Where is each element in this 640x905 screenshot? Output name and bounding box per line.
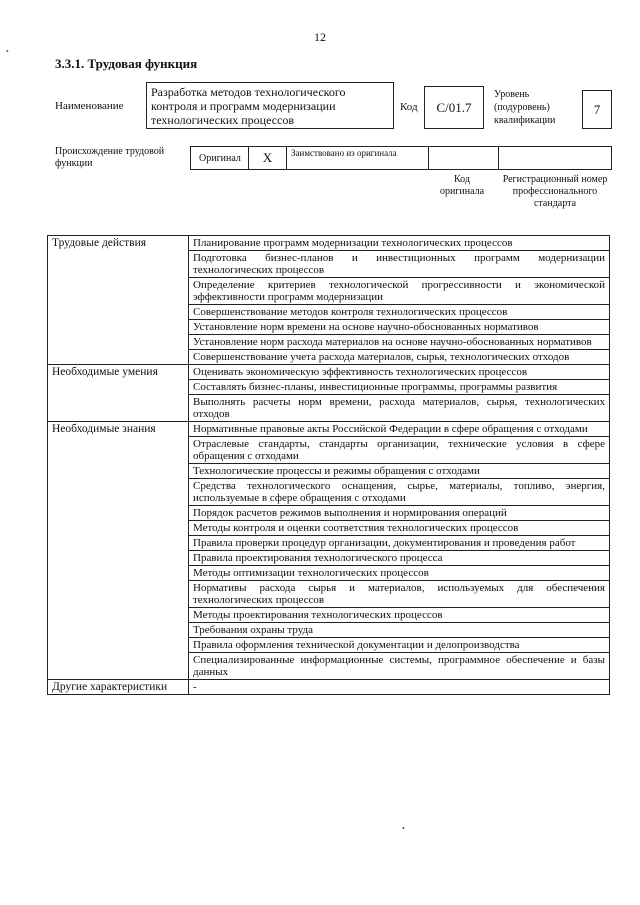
item-cell: Подготовка бизнес-планов и инвестиционных программ модернизации технологических процессов [189, 251, 610, 278]
item-cell: Оценивать экономическую эффективность технологических процессов [189, 365, 610, 380]
page-number: 12 [314, 30, 326, 44]
item-cell: Правила проектирования технологического процесса [189, 551, 610, 566]
category-cell: Другие характеристики [48, 680, 189, 695]
code-box: C/01.7 [424, 86, 484, 129]
function-name-box: Разработка методов технологического контроля и программ модернизации технологических процессов [146, 82, 394, 129]
category-cell: Трудовые действия [48, 236, 189, 365]
level-box: 7 [582, 90, 612, 129]
item-cell: Установление норм времени на основе научно-обоснованных нормативов [189, 320, 610, 335]
origin-original-cell: Оригинал [191, 147, 249, 169]
item-cell: Планирование программ модернизации технологических процессов [189, 236, 610, 251]
item-cell: Методы проектирования технологических процессов [189, 608, 610, 623]
table-row [48, 236, 610, 251]
table-row [48, 680, 610, 695]
item-cell: Средства технологического оснащения, сырье, материалы, топливо, энергия, используемые в сфере обращения с отходами [189, 479, 610, 506]
item-cell: Выполнять расчеты норм времени, расхода материалов, сырья, технологических отходов [189, 395, 610, 422]
item-cell: Методы контроля и оценки соответствия технологических процессов [189, 521, 610, 536]
table-row [48, 365, 610, 380]
origin-label: Происхождение трудовой функции [55, 146, 165, 169]
item-cell: Методы оптимизации технологических процессов [189, 566, 610, 581]
reg-number-caption: Регистрационный номер профессионального стандарта [502, 174, 608, 209]
category-cell: Необходимые умения [48, 365, 189, 422]
item-cell: Правила проверки процедур организации, документирования и проведения работ [189, 536, 610, 551]
scan-mark: • [6, 47, 9, 56]
item-cell: Отраслевые стандарты, стандарты организации, технические условия в сфере обращения с отходами [189, 437, 610, 464]
origin-borrowed-cell: Заимствовано из оригинала [287, 147, 429, 169]
item-cell: Технологические процессы и режимы обращения с отходами [189, 464, 610, 479]
category-cell: Необходимые знания [48, 422, 189, 680]
name-label: Наименование [55, 100, 124, 112]
function-table [47, 235, 610, 695]
item-cell: Составлять бизнес-планы, инвестиционные программы, программы развития [189, 380, 610, 395]
origin-reg-cell [499, 147, 611, 169]
code-label: Код [400, 101, 418, 113]
item-cell: Нормативные правовые акты Российской Федерации в сфере обращения с отходами [189, 422, 610, 437]
item-cell: Определение критериев технологической прогрессивности и экономической эффективности программ модернизации [189, 278, 610, 305]
item-cell: Совершенствование учета расхода материалов, сырья, технологических отходов [189, 350, 610, 365]
item-cell: - [189, 680, 610, 695]
origin-row [190, 146, 612, 170]
code-original-caption: Код оригинала [439, 174, 485, 197]
item-cell: Нормативы расхода сырья и материалов, используемых для обеспечения технологических процессов [189, 581, 610, 608]
section-title: 3.3.1. Трудовая функция [55, 56, 198, 71]
table-row [48, 422, 610, 437]
item-cell: Совершенствование методов контроля технологических процессов [189, 305, 610, 320]
level-label: Уровень (подуровень) квалификации [494, 89, 556, 126]
origin-code-cell [429, 147, 499, 169]
scan-mark: • [402, 824, 405, 833]
item-cell: Установление норм расхода материалов на основе научно-обоснованных нормативов [189, 335, 610, 350]
origin-mark-cell: X [249, 147, 287, 169]
item-cell: Правила оформления технической документации и делопроизводства [189, 638, 610, 653]
item-cell: Требования охраны труда [189, 623, 610, 638]
item-cell: Порядок расчетов режимов выполнения и нормирования операций [189, 506, 610, 521]
item-cell: Специализированные информационные системы, программное обеспечение и базы данных [189, 653, 610, 680]
